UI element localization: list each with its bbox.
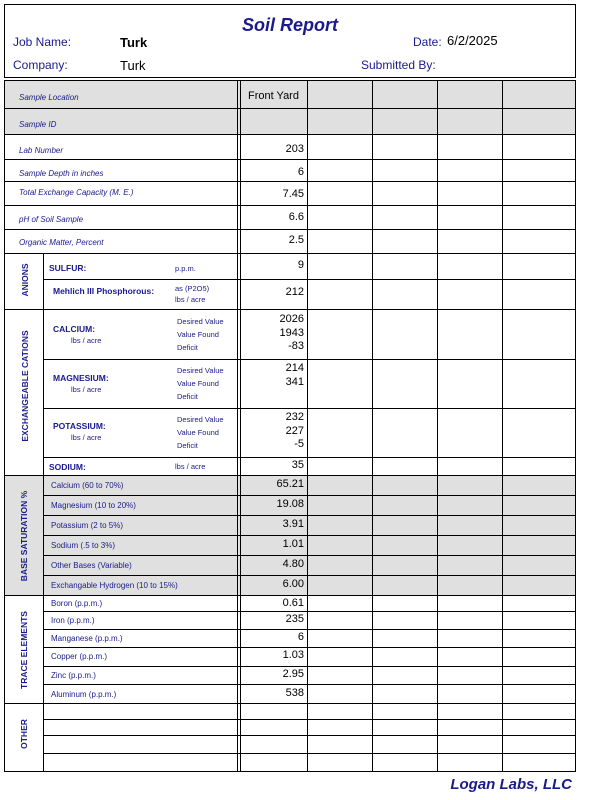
magnesium-label: MAGNESIUM: <box>53 373 109 383</box>
calcium-found-label: Value Found <box>177 330 219 339</box>
trace-row-value: 538 <box>285 687 304 699</box>
sample-location-value: Front Yard <box>248 90 299 102</box>
sulfur-unit: p.p.m. <box>175 264 196 273</box>
ph-value: 6.6 <box>288 211 304 223</box>
calcium-desired-value: 2026 <box>279 313 304 325</box>
magnesium-deficit-label: Deficit <box>177 392 198 401</box>
trace-row-label: Aluminum (p.p.m.) <box>51 690 117 699</box>
soil-report-table <box>4 80 576 772</box>
trace-row-label: Boron (p.p.m.) <box>51 599 103 608</box>
magnesium-found-value: 341 <box>285 376 304 388</box>
tec-label: Total Exchange Capacity (M. E.) <box>19 188 134 197</box>
anions-group-label: ANIONS <box>20 263 30 297</box>
potassium-label: POTASSIUM: <box>53 421 106 431</box>
calcium-desired-label: Desired Value <box>177 317 224 326</box>
tec-value: 7.45 <box>282 188 304 200</box>
bs-row-value: 19.08 <box>276 498 304 510</box>
date-value: 6/2/2025 <box>447 33 498 48</box>
other-group-label: OTHER <box>19 719 29 749</box>
potassium-unit: lbs / acre <box>71 433 102 442</box>
sample-depth-label: Sample Depth in inches <box>19 169 104 178</box>
company-footer: Logan Labs, LLC <box>450 776 572 793</box>
bs-row-value: 4.80 <box>282 558 304 570</box>
phosphorous-unit: as (P2O5) <box>175 284 210 293</box>
phosphorous-unit-lbs: lbs / acre <box>175 295 206 304</box>
potassium-deficit-value: -5 <box>294 438 304 450</box>
phosphorous-value: 212 <box>285 286 304 298</box>
bs-row-value: 65.21 <box>276 478 304 490</box>
sample-id-label: Sample ID <box>19 120 57 129</box>
bs-row-label: Calcium (60 to 70%) <box>51 481 124 490</box>
trace-row-label: Zinc (p.p.m.) <box>51 671 96 680</box>
sample-depth-value: 6 <box>297 166 304 178</box>
bs-row-label: Other Bases (Variable) <box>51 561 132 570</box>
trace-row-label: Manganese (p.p.m.) <box>51 634 123 643</box>
calcium-deficit-label: Deficit <box>177 343 198 352</box>
trace-row-value: 2.95 <box>282 668 304 680</box>
company-label: Company: <box>13 58 68 72</box>
calcium-found-value: 1943 <box>279 327 304 339</box>
bs-row-label: Potassium (2 to 5%) <box>51 521 124 530</box>
bs-row-label: Magnesium (10 to 20%) <box>51 501 136 510</box>
job-name-value: Turk <box>120 35 148 50</box>
bs-row-label: Sodium (.5 to 3%) <box>51 541 116 550</box>
sodium-value: 35 <box>291 459 304 471</box>
potassium-found-value: 227 <box>285 425 304 437</box>
sulfur-label: SULFUR: <box>49 263 87 273</box>
trace-row-value: 235 <box>285 613 304 625</box>
company-value: Turk <box>120 58 146 73</box>
submitted-by-label: Submitted By: <box>361 58 436 72</box>
ph-label: pH of Soil Sample <box>19 215 84 224</box>
bs-row-value: 1.01 <box>282 538 304 550</box>
lab-number-label: Lab Number <box>19 146 64 155</box>
potassium-deficit-label: Deficit <box>177 441 198 450</box>
potassium-desired-label: Desired Value <box>177 415 224 424</box>
sodium-label: SODIUM: <box>49 462 86 472</box>
lab-number-value: 203 <box>285 143 304 155</box>
cations-group-label: EXCHANGEABLE CATIONS <box>20 330 30 442</box>
phosphorous-label: Mehlich III Phosphorous: <box>53 286 155 296</box>
organic-matter-label: Organic Matter, Percent <box>19 238 104 247</box>
sample-location-label: Sample Location <box>19 93 79 102</box>
potassium-desired-value: 232 <box>285 411 304 423</box>
calcium-deficit-value: -83 <box>288 340 304 352</box>
trace-elements-group-label: TRACE ELEMENTS <box>19 611 29 689</box>
report-header <box>4 4 576 78</box>
magnesium-desired-value: 214 <box>285 362 304 374</box>
trace-row-label: Iron (p.p.m.) <box>51 616 95 625</box>
magnesium-found-label: Value Found <box>177 379 219 388</box>
calcium-unit: lbs / acre <box>71 336 102 345</box>
magnesium-desired-label: Desired Value <box>177 366 224 375</box>
bs-row-value: 6.00 <box>282 578 304 590</box>
date-label: Date: <box>413 35 442 49</box>
trace-row-value: 6 <box>297 631 304 643</box>
sulfur-value: 9 <box>297 259 304 271</box>
trace-row-value: 0.61 <box>282 597 304 609</box>
report-title: Soil Report <box>241 15 338 35</box>
sodium-unit: lbs / acre <box>175 462 206 471</box>
calcium-label: CALCIUM: <box>53 324 96 334</box>
bs-row-value: 3.91 <box>282 518 304 530</box>
potassium-found-label: Value Found <box>177 428 219 437</box>
magnesium-unit: lbs / acre <box>71 385 102 394</box>
trace-row-value: 1.03 <box>282 649 304 661</box>
trace-row-label: Copper (p.p.m.) <box>51 652 108 661</box>
base-saturation-group-label: BASE SATURATION % <box>19 490 29 582</box>
job-name-label: Job Name: <box>13 35 72 49</box>
bs-row-label: Exchangable Hydrogen (10 to 15%) <box>51 581 178 590</box>
organic-matter-value: 2.5 <box>288 234 304 246</box>
